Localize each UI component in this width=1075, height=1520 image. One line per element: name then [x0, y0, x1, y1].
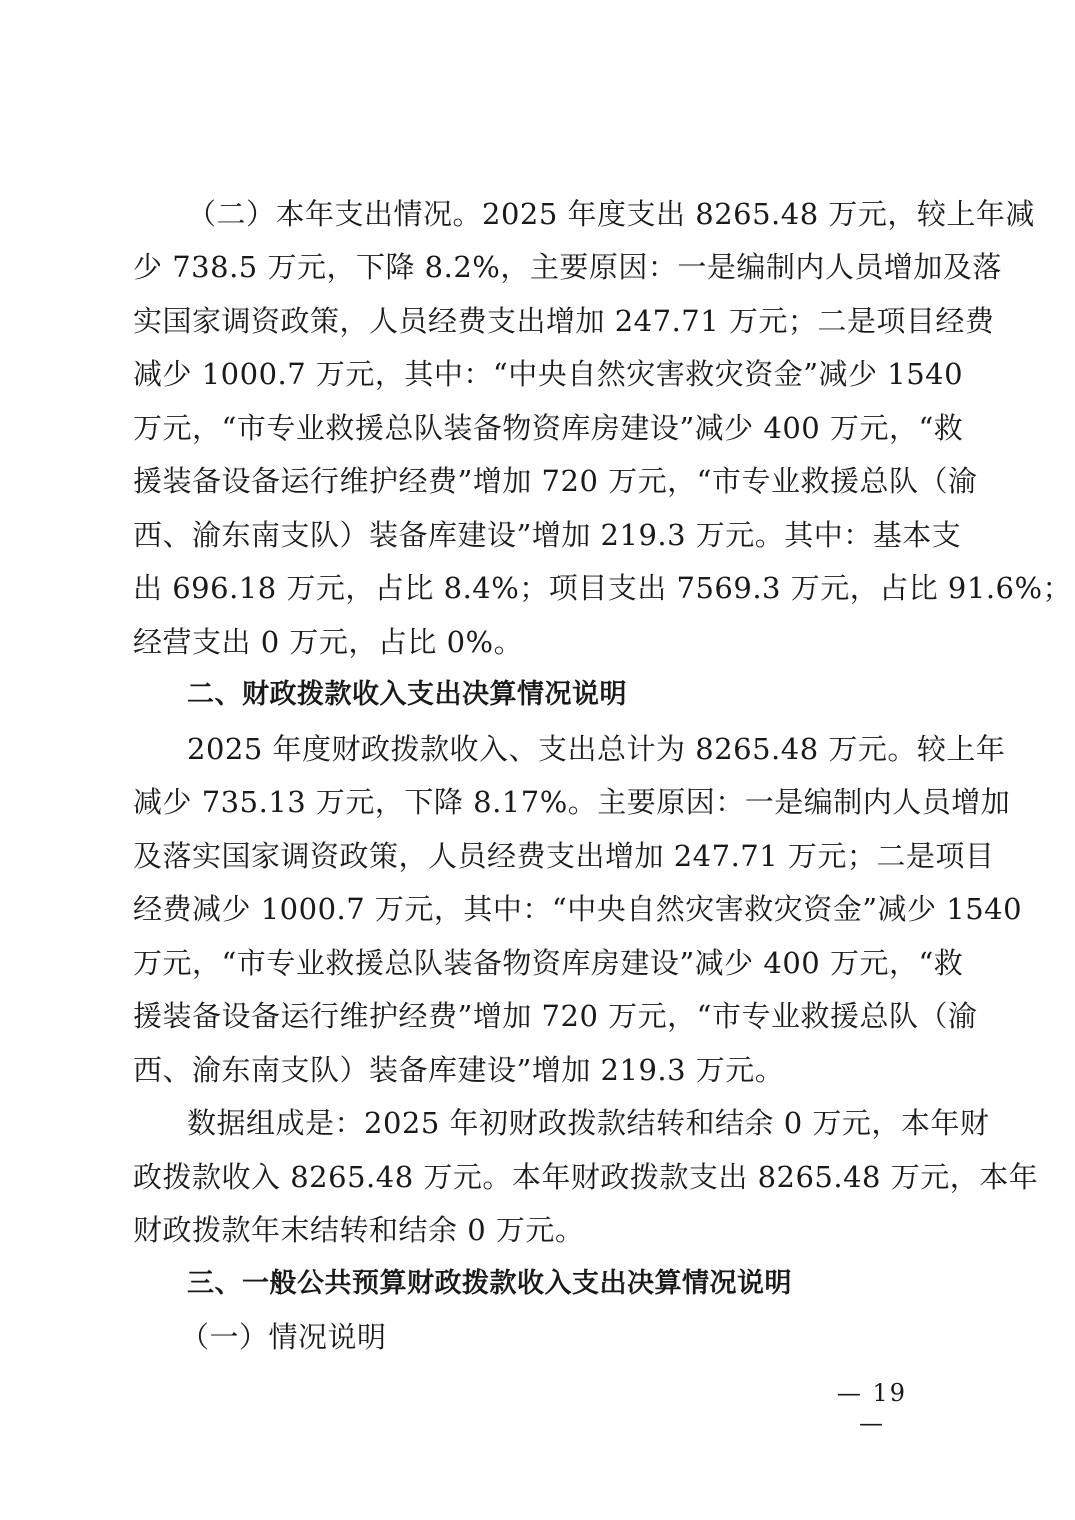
paragraph-line: 减少 1000.7 万元，其中：“中央自然灾害救灾资金”减少 1540 — [133, 357, 964, 391]
paragraph-line: 政拨款收入 8265.48 万元。本年财政拨款支出 8265.48 万元，本年 — [133, 1160, 1039, 1194]
paragraph-line: 及落实国家调资政策，人员经费支出增加 247.71 万元；二是项目 — [133, 839, 995, 873]
section-heading: 二、财政拨款收入支出决算情况说明 — [187, 679, 627, 710]
paragraph-line: 西、渝东南支队）装备库建设”增加 219.3 万元。其中：基本支 — [133, 518, 962, 552]
paragraph-line: 万元，“市专业救援总队装备物资库房建设”减少 400 万元，“救 — [133, 946, 964, 980]
paragraph-line: 2025 年度财政拨款收入、支出总计为 8265.48 万元。较上年 — [187, 732, 1006, 766]
paragraph-line: 实国家调资政策，人员经费支出增加 247.71 万元；二是项目经费 — [133, 304, 995, 338]
paragraph-line: 万元，“市专业救援总队装备物资库房建设”减少 400 万元，“救 — [133, 411, 964, 445]
paragraph-line: 出 696.18 万元，占比 8.4%；项目支出 7569.3 万元，占比 91.6%； — [133, 571, 1073, 605]
paragraph-line: （二）本年支出情况。2025 年度支出 8265.48 万元，较上年减 — [187, 197, 1035, 231]
paragraph-line: 援装备设备运行维护经费”增加 720 万元，“市专业救援总队（渝 — [133, 999, 978, 1033]
paragraph-line: 数据组成是：2025 年初财政拨款结转和结余 0 万元，本年财 — [187, 1106, 990, 1140]
paragraph-line: 经营支出 0 万元，占比 0%。 — [133, 625, 524, 659]
paragraph-line: 减少 735.13 万元，下降 8.17%。主要原因：一是编制内人员增加 — [133, 785, 1011, 819]
paragraph-line: 财政拨款年末结转和结余 0 万元。 — [133, 1213, 585, 1247]
paragraph-line: 少 738.5 万元，下降 8.2%，主要原因：一是编制内人员增加及落 — [133, 250, 1002, 284]
paragraph-line: 援装备设备运行维护经费”增加 720 万元，“市专业救援总队（渝 — [133, 464, 978, 498]
section-heading: 三、一般公共预算财政拨款收入支出决算情况说明 — [187, 1268, 792, 1299]
paragraph-line: 西、渝东南支队）装备库建设”增加 219.3 万元。 — [133, 1053, 785, 1087]
page-number: — 19 — — [836, 1379, 908, 1437]
paragraph-line: 经费减少 1000.7 万元，其中：“中央自然灾害救灾资金”减少 1540 — [133, 892, 1023, 926]
subsection-heading: （一）情况说明 — [180, 1320, 387, 1354]
